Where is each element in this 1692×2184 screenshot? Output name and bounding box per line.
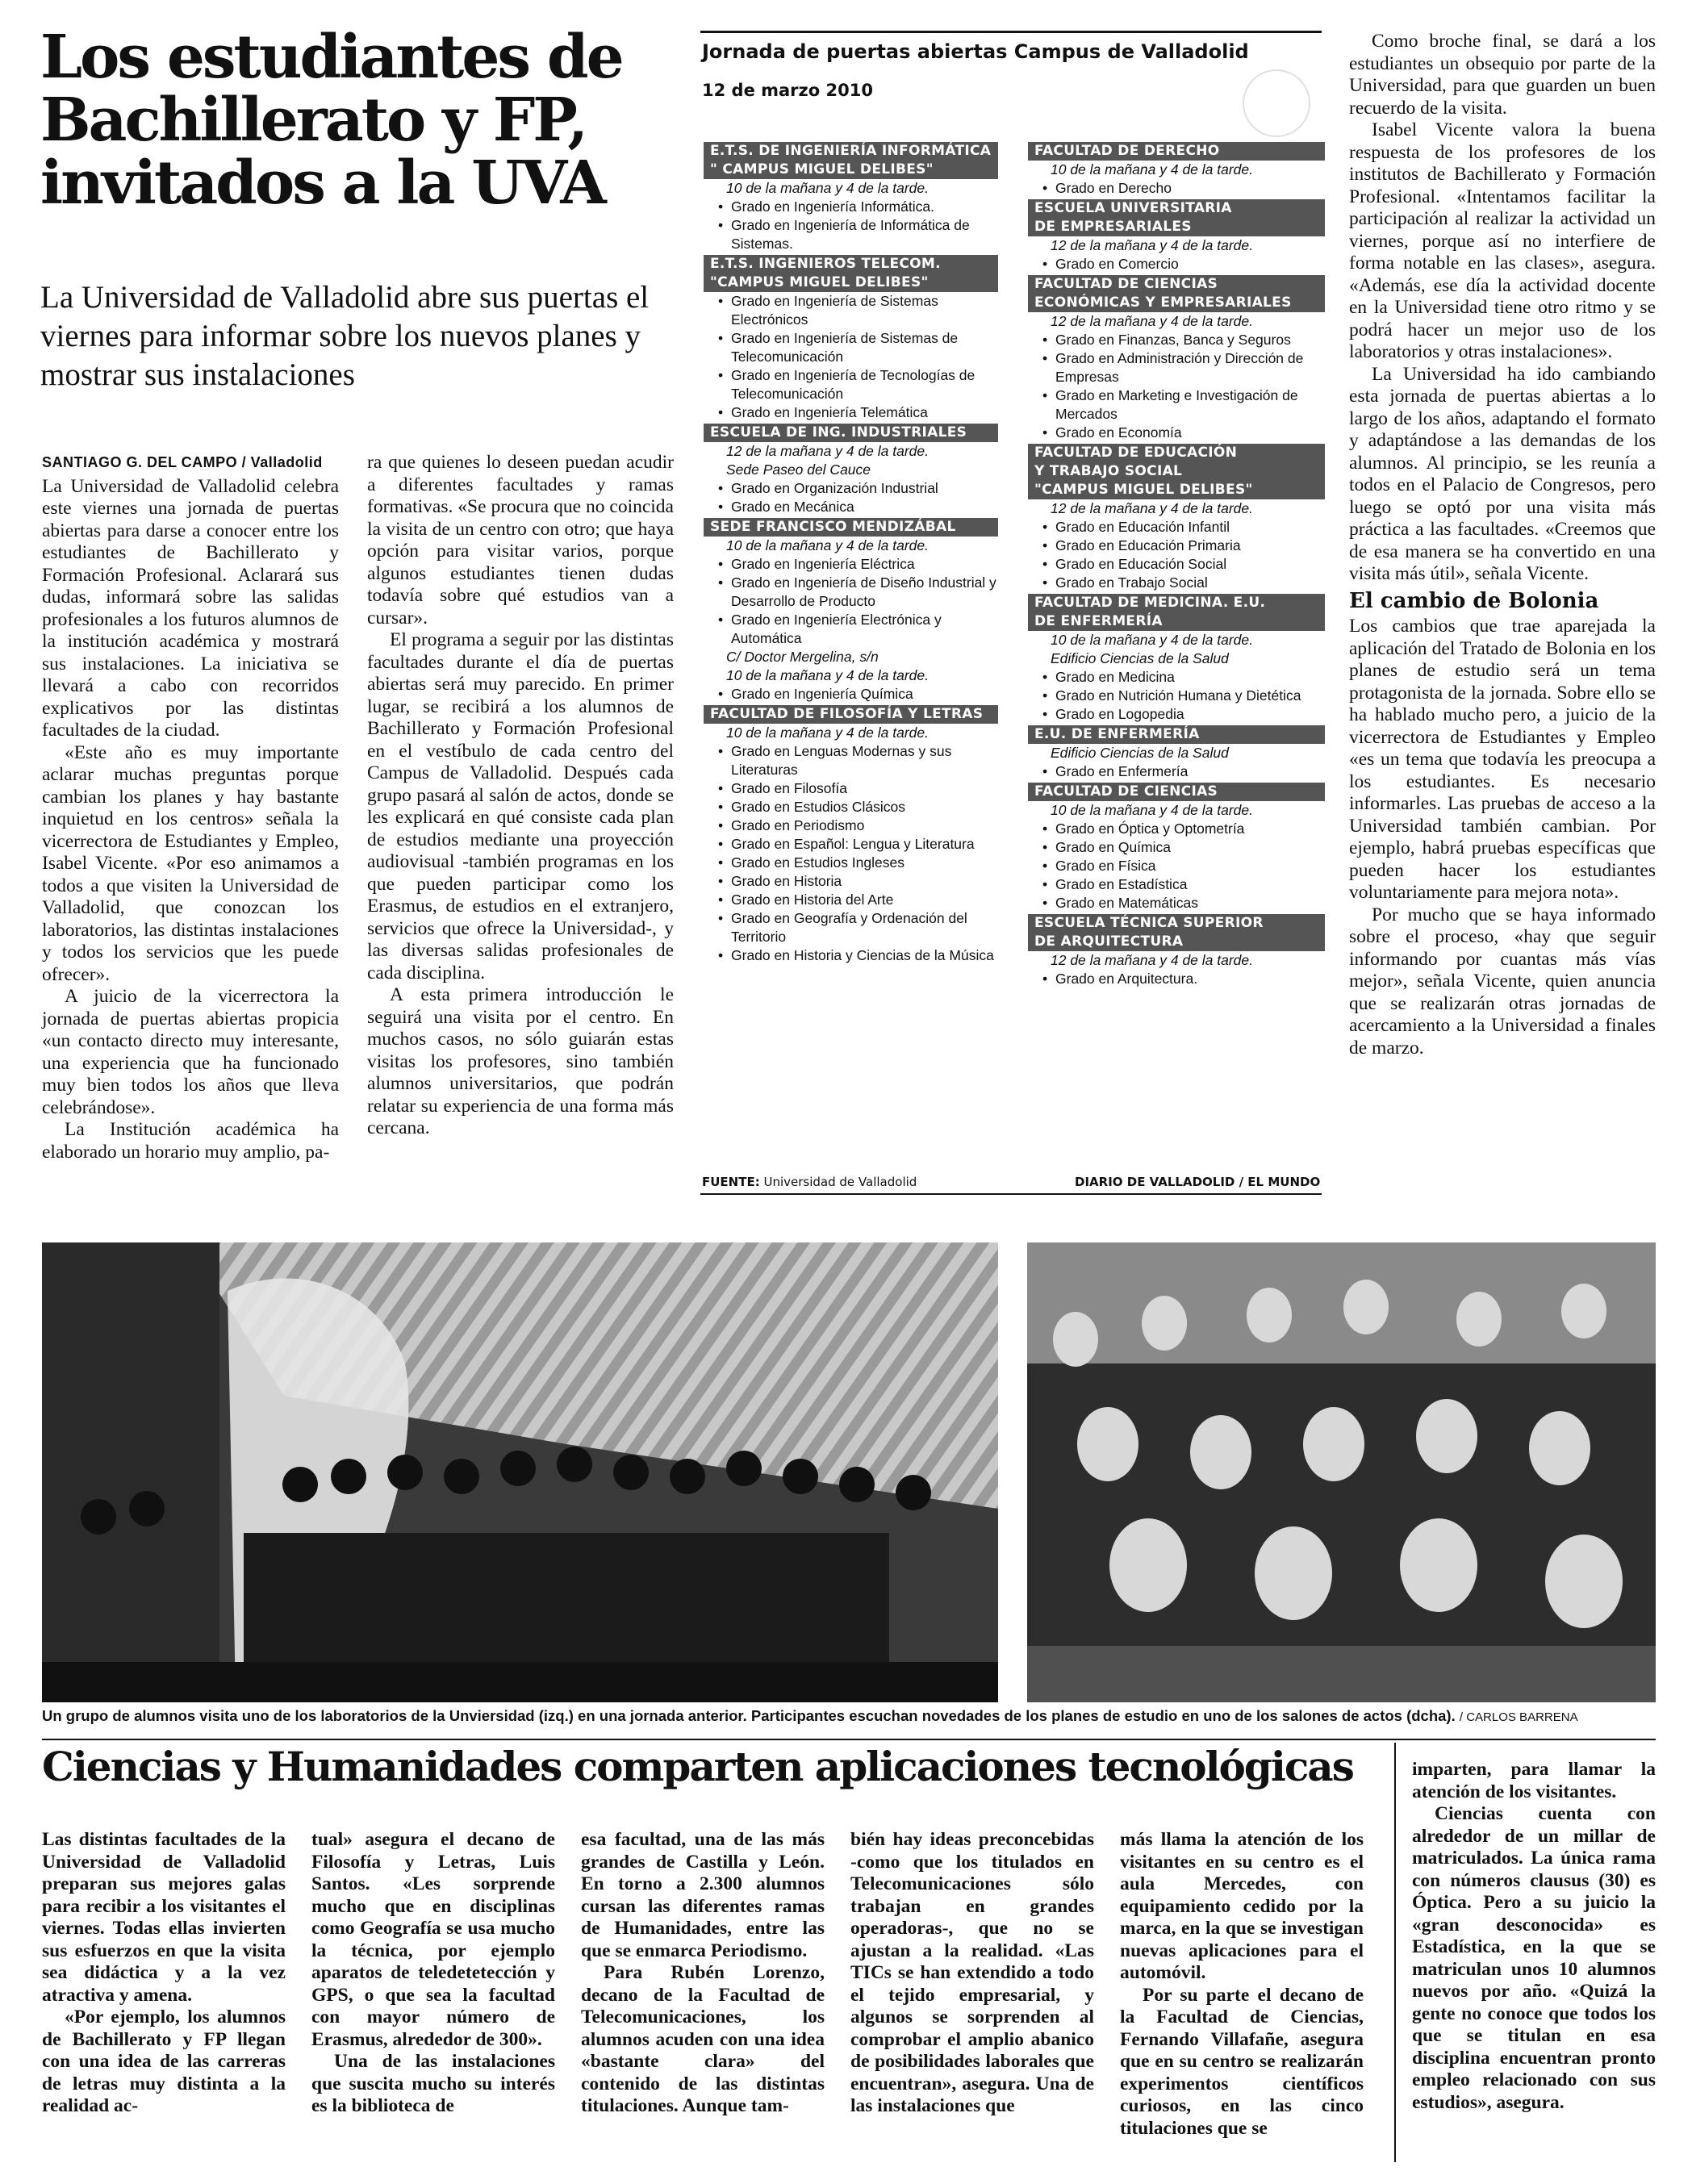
degree-list-item: • Grado en Logopedia xyxy=(1028,705,1325,724)
headline-line-1: Los estudiantes de xyxy=(40,23,622,92)
degree-list-item: • Grado en Administración y Dirección de Empresas xyxy=(1028,349,1325,386)
schedule-text: Edificio Ciencias de la Salud xyxy=(1051,650,1229,666)
paragraph: «Por ejemplo, los alumnos de Bachillerato y FP llegan con una idea de las carreras de letras muy distinta a la realidad ac- xyxy=(42,2007,286,2116)
photo-credit: / CARLOS BARRENA xyxy=(1459,1710,1578,1724)
schedule-text: 12 de la mañana y 4 de la tarde. xyxy=(726,443,930,459)
schedule-text: C/ Doctor Mergelina, s/n xyxy=(726,649,879,665)
schedule-text: 12 de la mañana y 4 de la tarde. xyxy=(1051,313,1254,329)
faculty-heading: DE EMPRESARIALES xyxy=(1028,218,1325,236)
degree-list-item: • Grado en Educación Social xyxy=(1028,555,1325,574)
article2-column-5 xyxy=(1120,1829,1364,2140)
paragraph: imparten, para llamar la atención de los visitantes. xyxy=(1412,1759,1656,1802)
faculty-heading: DE ENFERMERÍA xyxy=(1028,612,1325,631)
faculty-heading: FACULTAD DE CIENCIAS xyxy=(1028,275,1325,294)
photo-laboratory xyxy=(42,1242,998,1702)
degree-list-item: • Grado en Ingeniería Eléctrica xyxy=(704,555,998,574)
paragraph: tual» asegura el decano de Filosofía y Letras, Luis Santos. «Les sorprende mucho que en disciplinas como Geografía se usa mucho la técnica, por ejemplo aparatos de teledetetección y GPS, o que sea la facultad con mayor número de Erasmus, alrededor de 300». xyxy=(311,1829,555,2050)
paragraph: El programa a seguir por las distintas facultades durante el día de puertas abiertas será muy parecido. En primer lugar, se recibirá a los alumnos de Bachillerato y Formación Profesional en el vestíbulo de cada centro del Campus de Valladolid. Después cada grupo pasará al salón de actos, donde se les explicará en qué consiste cada plan de estudios mediante una proyección audiovisual -también programas en los que pueden participar como los Erasmus, de estudios en el extranjero, servicios que ofrece la Universidad-, y las diversas salidas profesionales de cada disciplina. xyxy=(367,629,674,983)
photo-auditorium xyxy=(1027,1242,1656,1702)
faculty-heading: E.U. DE ENFERMERÍA xyxy=(1028,725,1325,744)
photo-laboratory-image xyxy=(42,1242,998,1702)
headline-line-3: invitados a la UVA xyxy=(40,148,604,218)
schedule-text: 12 de la mañana y 4 de la tarde. xyxy=(1051,237,1254,253)
faculty-heading: ESCUELA UNIVERSITARIA xyxy=(1028,199,1325,218)
faculty-heading: E.T.S. INGENIEROS TELECOM. xyxy=(704,255,998,274)
article-column-1 xyxy=(42,452,339,1163)
degree-list-item: • Grado en Economía xyxy=(1028,424,1325,442)
paragraph: A esta primera introducción le seguirá una visita por el centro. En muchos casos, no sólo guiarán estas visitas los profesores, sino también alumnos universitarios, que podrán relatar su experiencia de una forma más cercana. xyxy=(367,984,674,1138)
headline-line-2: Bachillerato y FP, xyxy=(40,86,587,155)
degree-list-item: • Grado en Filosofía xyxy=(704,779,998,798)
article2-column-1 xyxy=(42,1829,286,2118)
degree-list-item: • Grado en Organización Industrial xyxy=(704,479,998,498)
photo-caption xyxy=(42,1707,1656,1725)
degree-list-item: • Grado en Enfermería xyxy=(1028,762,1325,781)
degree-list-item: • Grado en Ingeniería de Diseño Industrial y Desarrollo de Producto xyxy=(704,574,998,611)
photo-auditorium-image xyxy=(1027,1242,1656,1702)
faculty-heading: "CAMPUS MIGUEL DELIBES" xyxy=(1028,481,1325,499)
source-label: FUENTE: xyxy=(702,1175,760,1189)
degree-list-item: • Grado en Historia y Ciencias de la Música xyxy=(704,946,998,965)
infobox-bottom-rule xyxy=(700,1193,1322,1195)
degree-list-item: • Grado en Ingeniería Informática. xyxy=(704,198,998,216)
source-text: Universidad de Valladolid xyxy=(763,1175,917,1189)
degree-list-item: • Grado en Geografía y Ordenación del Territorio xyxy=(704,909,998,946)
degree-list-item: • Grado en Medicina xyxy=(1028,668,1325,687)
degree-list-item: • Grado en Lenguas Modernas y sus Literaturas xyxy=(704,742,998,779)
paragraph: «Este año es muy importante aclarar muchas preguntas porque cambian los planes y hay bastante inquietud en los centros» señala la vicerrectora de Estudiantes y Empleo, Isabel Vicente. «Por eso animamos a todos a que visiten la Universidad de Valladolid, que conozcan los laboratorios, las distintas instalaciones y todos los servicios que les puede ofrecer». xyxy=(42,741,339,985)
degree-list-item: • Grado en Arquitectura. xyxy=(1028,970,1325,988)
schedule-text: 10 de la mañana y 4 de la tarde. xyxy=(726,667,930,683)
schedule-text: 10 de la mañana y 4 de la tarde. xyxy=(1051,802,1254,818)
schedule-text: 12 de la mañana y 4 de la tarde. xyxy=(1051,952,1254,968)
faculty-heading: FACULTAD DE EDUCACIÓN xyxy=(1028,444,1325,462)
degree-list-item: • Grado en Mecánica xyxy=(704,498,998,516)
degree-list-item: • Grado en Ingeniería Electrónica y Automática xyxy=(704,611,998,648)
degree-list-item: • Grado en Derecho xyxy=(1028,179,1325,198)
paragraph: La Universidad ha ido cambiando esta jornada de puertas abiertas a lo largo de los años, adaptando el formato y adaptándose a las demandas de los alumnos. Al principio, se les reunía a todos en el Palacio de Congresos, pero luego se optó por una visita más práctica a las facultades. «Creemos que de esa manera se ha convertido en una visita más útil», señala Vicente. xyxy=(1349,363,1656,584)
faculty-heading: ESCUELA DE ING. INDUSTRIALES xyxy=(704,424,998,442)
degree-list-item: • Grado en Matemáticas xyxy=(1028,894,1325,912)
faculty-heading: FACULTAD DE DERECHO xyxy=(1028,142,1325,161)
paragraph: Para Rubén Lorenzo, decano de la Facultad de Telecomunicaciones, los alumnos acuden con una idea «bastante clara» del contenido de las distintas titulaciones. Aunque tam- xyxy=(581,1962,825,2116)
university-seal-icon xyxy=(1243,69,1310,137)
paragraph: La Universidad de Valladolid celebra este viernes una jornada de puertas abiertas para darse a conocer entre los estudiantes de Bachillerato y Formación Profesional. Aclarará sus dudas, informará sobre las salidas profesionales a los futuros alumnos de la institución académica y mostrará sus instalaciones. La iniciativa se llevará a cabo con recorridos explicativos por las distintas facultades de la ciudad. xyxy=(42,475,339,741)
faculty-heading: ECONÓMICAS Y EMPRESARIALES xyxy=(1028,294,1325,312)
paragraph: Ciencias cuenta con alrededor de un millar de matriculados. La única rama con números clausus (30) es Óptica. Pero a su juicio la «gran desconocida» es Estadística, en la que se matriculan unos 10 alumnos nuevos por año. «Quizá la gente no conoce que todos los que se titulan en esa disciplina encuentran pronto empleo relacionado con sus estudios», asegura. xyxy=(1412,1803,1656,2113)
faculty-heading: "CAMPUS MIGUEL DELIBES" xyxy=(704,274,998,292)
faculty-heading: SEDE FRANCISCO MENDIZÁBAL xyxy=(704,518,998,537)
paragraph: La Institución académica ha elaborado un horario muy amplio, pa- xyxy=(42,1119,339,1163)
faculty-heading: FACULTAD DE CIENCIAS xyxy=(1028,783,1325,801)
column-rule xyxy=(1394,1743,1396,2162)
article-column-2 xyxy=(367,452,674,1140)
article-headline xyxy=(40,23,686,218)
degree-list-item: • Grado en Comercio xyxy=(1028,255,1325,274)
paragraph: Las distintas facultades de la Universidad de Valladolid preparan sus mejores galas para recibir a los visitantes el viernes. Todas ellas invierten sus esfuerzos en que la visita sea didáctica y a la vez atractiva y amena. xyxy=(42,1829,286,2006)
faculty-heading: ESCUELA TÉCNICA SUPERIOR xyxy=(1028,914,1325,933)
faculty-heading: " CAMPUS MIGUEL DELIBES" xyxy=(704,161,998,179)
faculty-heading: Y TRABAJO SOCIAL xyxy=(1028,462,1325,481)
paragraph: más llama la atención de los visitantes en su centro es el aula Mercedes, con equipamiento cedido por la marca, en la que se investigan nuevas aplicaciones para el automóvil. xyxy=(1120,1829,1364,1983)
degree-list-item: • Grado en Ingeniería de Informática de Sistemas. xyxy=(704,216,998,253)
schedule-text: 10 de la mañana y 4 de la tarde. xyxy=(726,537,930,553)
degree-list-item: • Grado en Física xyxy=(1028,857,1325,875)
paragraph: A juicio de la vicerrectora la jornada de puertas abiertas propicia «un contacto directo muy interesante, una experiencia que ha funcionado muy bien todos los años que lleva celebrándose». xyxy=(42,986,339,1118)
faculty-heading: FACULTAD DE MEDICINA. E.U. xyxy=(1028,594,1325,612)
paragraph: Por su parte el decano de la Facultad de Ciencias, Fernando Villafañe, asegura que en su centro se realizarán experimentos científicos curiosos, en las cinco titulaciones que se xyxy=(1120,1984,1364,2139)
degree-list-item: • Grado en Trabajo Social xyxy=(1028,574,1325,592)
degree-list-item: • Grado en Estudios Ingleses xyxy=(704,854,998,872)
degree-list-item: • Grado en Finanzas, Banca y Seguros xyxy=(1028,331,1325,349)
byline: SANTIAGO G. DEL CAMPO / Valladolid xyxy=(42,454,323,470)
faculty-heading: DE ARQUITECTURA xyxy=(1028,933,1325,951)
paragraph: bién hay ideas preconcebidas -como que los titulados en Telecomunicaciones sólo trabajan en grandes operadoras-, que no se ajustan a la realidad. «Las TICs se han extendido a todo el tejido empresarial, y algunos se sorprenden al comprobar el amplio abanico de posibilidades laborales que encuentran», asegura. Una de las instalaciones que xyxy=(850,1829,1094,2116)
degree-list-item: • Grado en Periodismo xyxy=(704,816,998,835)
schedule-text: Sede Paseo del Cauce xyxy=(726,461,871,478)
degree-list-item: • Grado en Química xyxy=(1028,838,1325,857)
infobox-title: Jornada de puertas abiertas Campus de Valladolid xyxy=(702,40,1249,63)
article2-column-6 xyxy=(1412,1759,1656,2114)
schedule-text: 10 de la mañana y 4 de la tarde. xyxy=(1051,161,1254,177)
section-rule xyxy=(42,1739,1656,1740)
faculty-heading: E.T.S. DE INGENIERÍA INFORMÁTICA xyxy=(704,142,998,161)
degree-list-item: • Grado en Historia del Arte xyxy=(704,891,998,909)
article2-column-4 xyxy=(850,1829,1094,2118)
schedule-text: 10 de la mañana y 4 de la tarde. xyxy=(726,725,930,741)
degree-list-item: • Grado en Estadística xyxy=(1028,875,1325,894)
infobox-source xyxy=(702,1175,917,1189)
degree-list-item: • Grado en Ingeniería de Tecnologías de Telecomunicación xyxy=(704,366,998,403)
degree-list-item: • Grado en Ingeniería Química xyxy=(704,685,998,704)
subheading: El cambio de Bolonia xyxy=(1349,588,1599,613)
paragraph: Los cambios que trae aparejada la aplicación del Tratado de Bolonia en los planes de estudio será un tema protagonista de la jornada. Sobre ello se ha hablado mucho pero, a juicio de la vicerrectora de Estudiantes y Empleo «es un tema que todavía les preocupa a los estudiantes. Es necesario informarles. Las pruebas de acceso a la Universidad también cambian. Por ejemplo, habrá pruebas específicas que pueden hacer los estudiantes voluntariamente para mejora nota». xyxy=(1349,616,1656,903)
faculty-heading: FACULTAD DE FILOSOFÍA Y LETRAS xyxy=(704,705,998,724)
degree-list-item: • Grado en Ingeniería Telemática xyxy=(704,403,998,422)
caption-text: Un grupo de alumnos visita uno de los laboratorios de la Unviersidad (izq.) en una jornada anterior. Participantes escuchan novedades de los planes de estudio en uno de los salones de actos (dcha). xyxy=(42,1707,1456,1724)
schedule-text: 10 de la mañana y 4 de la tarde. xyxy=(726,180,930,196)
paragraph: Una de las instalaciones que suscita mucho su interés es la biblioteca de xyxy=(311,2051,555,2116)
degree-list-item: • Grado en Español: Lengua y Literatura xyxy=(704,835,998,854)
paragraph: esa facultad, una de las más grandes de Castilla y León. En torno a 2.300 alumnos cursan las diferentes ramas de Humanidades, entre las que se enmarca Periodismo. xyxy=(581,1829,825,1961)
infobox-right-column xyxy=(1028,140,1325,988)
paragraph: Por mucho que se haya informado sobre el proceso, «hay que seguir informando por cuantas más vías mejor», señala Vicente, quien anuncia que se realizarán otras jornadas de acercamiento a la Universidad a finales de marzo. xyxy=(1349,904,1656,1059)
infobox-left-column xyxy=(704,140,998,965)
degree-list-item: • Grado en Estudios Clásicos xyxy=(704,798,998,816)
article-column-5 xyxy=(1349,31,1656,1059)
degree-list-item: • Grado en Educación Infantil xyxy=(1028,518,1325,537)
degree-list-item: • Grado en Ingeniería de Sistemas Electrónicos xyxy=(704,292,998,329)
article2-headline: Ciencias y Humanidades comparten aplicaciones tecnológicas xyxy=(42,1743,1353,1790)
infobox-top-rule xyxy=(700,31,1322,33)
degree-list-item: • Grado en Educación Primaria xyxy=(1028,537,1325,555)
infobox-date: 12 de marzo 2010 xyxy=(702,81,873,100)
degree-list-item: • Grado en Nutrición Humana y Dietética xyxy=(1028,687,1325,705)
degree-list-item: • Grado en Ingeniería de Sistemas de Telecomunicación xyxy=(704,329,998,366)
degree-list-item: • Grado en Óptica y Optometría xyxy=(1028,820,1325,838)
infobox-credit: DIARIO DE VALLADOLID / EL MUNDO xyxy=(1075,1175,1321,1189)
schedule-text: 12 de la mañana y 4 de la tarde. xyxy=(1051,500,1254,516)
schedule-text: Edificio Ciencias de la Salud xyxy=(1051,745,1229,761)
degree-list-item: • Grado en Marketing e Investigación de Mercados xyxy=(1028,386,1325,424)
paragraph: Como broche final, se dará a los estudiantes un obsequio por parte de la Universidad, para que guarden un buen recuerdo de la visita. xyxy=(1349,31,1656,119)
article2-column-2 xyxy=(311,1829,555,2118)
paragraph: Isabel Vicente valora la buena respuesta de los profesores de los institutos de Bachillerato y Formación Profesional. «Intentamos facilitar la participación al realizar la actividad un viernes, porque así no interfiere de forma notable en las clases», asegura. «Además, ese día la actividad docente en la Universidad tiene otro ritmo y se podrá hacer un mejor uso de los laboratorios y otras instalaciones». xyxy=(1349,119,1656,362)
article2-column-3 xyxy=(581,1829,825,2118)
paragraph: ra que quienes lo deseen puedan acudir a diferentes facultades y ramas formativas. «Se procura que no coincida la visita de un centro con otro; que haya opción para visitar varios, porque algunos estudiantes tienen dudas todavía sobre qué estudios van a cursar». xyxy=(367,452,674,628)
article-deck: La Universidad de Valladolid abre sus puertas el viernes para informar sobre los nuevos planes y mostrar sus instalaciones xyxy=(40,280,650,392)
degree-list-item: • Grado en Historia xyxy=(704,872,998,891)
schedule-text: 10 de la mañana y 4 de la tarde. xyxy=(1051,632,1254,648)
